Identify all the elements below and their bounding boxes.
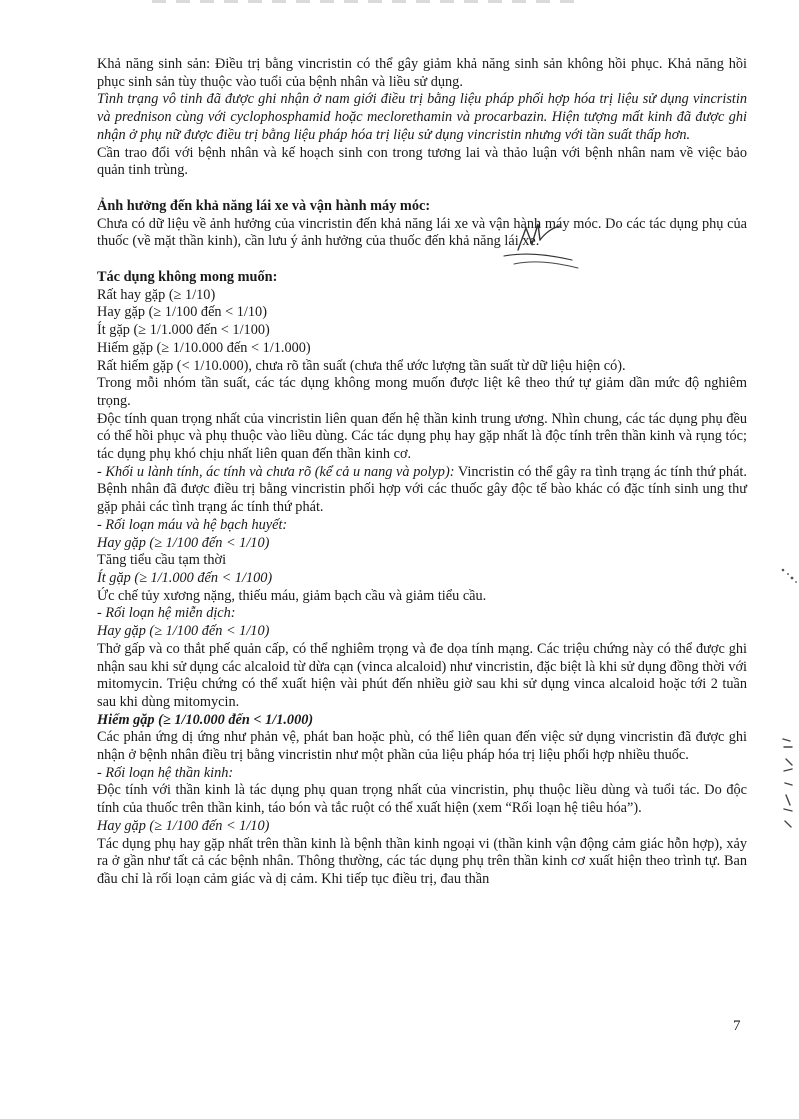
tumor-label: - Khối u lành tính, ác tính và chưa rõ (kể cả u nang và polyp): [97, 463, 455, 480]
blood-common-frequency: Hay gặp (≥ 1/100 đến < 1/10) [97, 534, 270, 551]
frequency-very-common: Rất hay gặp (≥ 1/10) [97, 286, 216, 303]
frequency-rare: Hiếm gặp (≥ 1/10.000 đến < 1/1.000) [97, 339, 311, 356]
toxicity-paragraph: Độc tính quan trọng nhất của vincristin liên quan đến hệ thần kinh trung ương. Nhìn chung, các tác dụng phụ đều có thể hồi phục và phụ thuộc vào liều dùng. Các tác dụng phụ hay gặp nhất là độc tính trên thần kinh và rụng tóc; tác dụng phụ khó chịu nhất liên quan đến thần kinh cơ. [97, 410, 747, 463]
edge-stamp-fragment [780, 735, 798, 835]
blood-uncommon-text: Ức chế tủy xương nặng, thiếu máu, giảm bạch cầu và giảm tiểu cầu. [97, 587, 487, 604]
frequency-very-rare: Rất hiếm gặp (< 1/10.000), chưa rõ tần suất (chưa thể ước lượng tần suất từ dữ liệu hiện có). [97, 357, 626, 374]
fertility-paragraph: Khả năng sinh sản: Điều trị bằng vincristin có thể gây giảm khả năng sinh sản không hồi phục. Khả năng hồi phục sinh sản tùy thuộc vào tuổi của bệnh nhân và liều sử dụng. [97, 56, 747, 90]
azoospermia-paragraph: Tình trạng vô tinh đã được ghi nhận ở nam giới điều trị bằng liệu pháp phối hợp hóa trị liệu sử dụng vincristin và prednison cùng với cyclophosphamid hoặc meclorethamin và procarbazin. Hiện tượng mất kinh đã được ghi nhận ở phụ nữ được điều trị bằng liệu pháp hóa trị liệu sử dụng vincristin nhưng với tần suất thấp hơn. [97, 91, 747, 143]
immune-rare-text: Các phản ứng dị ứng như phản vệ, phát ban hoặc phù, có thể liên quan đến việc sử dụng vincristin đã được ghi nhận ở bệnh nhân điều trị bằng vincristin như một phần của liệu pháp hóa trị liệu phối hợp nhiều thuốc. [97, 729, 747, 764]
document-body [97, 56, 747, 889]
blood-uncommon-frequency: Ít gặp (≥ 1/1.000 đến < 1/100) [97, 569, 273, 586]
sperm-preservation-paragraph: Cần trao đổi với bệnh nhân và kế hoạch sinh con trong tương lai và thảo luận với bệnh nhân nam về việc bảo quản tinh trùng. [97, 144, 747, 179]
nervous-common-text: Tác dụng phụ hay gặp nhất trên thần kinh là bệnh thần kinh ngoại vi (thần kinh vận động cảm giác hỗn hợp), xảy ra ở gần như tất cả các bệnh nhân. Thông thường, các tác dụng phụ trên thần kinh cơ xuất hiện theo trình tự. Ban đầu chỉ là rối loạn cảm giác và dị cảm. Khi tiếp tục điều trị, đau thần [97, 835, 747, 887]
nervous-disorders-text: Độc tính với thần kinh là tác dụng phụ quan trọng nhất của vincristin, phụ thuộc liều dùng và tuổi tác. Do độc tính của thuốc trên thần kinh, táo bón và tắc ruột có thể xuất hiện (xem “Rối loạn hệ tiêu hóa”). [97, 782, 747, 817]
adverse-effects-heading: Tác dụng không mong muốn: [97, 269, 278, 286]
nervous-disorders-label: - Rối loạn hệ thần kinh: [97, 764, 234, 781]
tumor-paragraph [97, 464, 747, 517]
immune-common-frequency: Hay gặp (≥ 1/100 đến < 1/10) [97, 623, 270, 640]
ordering-note: Trong mỗi nhóm tần suất, các tác dụng không mong muốn được liệt kê theo thứ tự giảm dần mức độ nghiêm trọng. [97, 375, 747, 409]
frequency-common: Hay gặp (≥ 1/100 đến < 1/10) [97, 304, 267, 321]
blood-common-text: Tăng tiểu cầu tạm thời [97, 552, 227, 569]
blood-disorders-label: - Rối loạn máu và hệ bạch huyết: [97, 516, 288, 533]
immune-rare-frequency: Hiếm gặp (≥ 1/10.000 đến < 1/1.000) [97, 711, 314, 728]
scan-top-edge-trace [152, 0, 582, 3]
immune-common-text: Thở gấp và co thắt phế quản cấp, có thể nghiêm trọng và đe dọa tính mạng. Các triệu chứng này có thể được ghi nhận sau khi sử dụng các alcaloid từ dừa cạn (vinca alcaloid) như vincristin, đặc biệt là khi sử dụng đồng thời với mitomycin. Triệu chứng có thể xuất hiện vài phút đến nhiều giờ sau khi sử dụng vinca alcaloid hoặc tới 2 tuần sau khi dùng mitomycin. [97, 640, 747, 710]
nervous-common-frequency: Hay gặp (≥ 1/100 đến < 1/10) [97, 817, 270, 834]
page-number: 7 [733, 1018, 741, 1034]
frequency-uncommon: Ít gặp (≥ 1/1.000 đến < 1/100) [97, 322, 270, 339]
driving-heading: Ảnh hưởng đến khả năng lái xe và vận hành máy móc: [97, 197, 431, 214]
immune-disorders-label: - Rối loạn hệ miễn dịch: [97, 605, 236, 622]
scan-margin-speckle [779, 560, 799, 600]
driving-paragraph: Chưa có dữ liệu về ảnh hưởng của vincristin đến khả năng lái xe và vận hành máy móc. Do các tác dụng phụ của thuốc (về mặt thần kinh), cần lưu ý ảnh hưởng của thuốc đến khả năng lái xe. [97, 215, 747, 250]
tumor-text: Vincristin có thể gây ra tình trạng ác tính thứ phát. Bệnh nhân đã được điều trị bằng vincristin phối hợp với các thuốc gây độc tế bào khác có đặc tính sinh ung thư gặp phải các tình trạng ác tính thứ phát. [97, 463, 747, 516]
